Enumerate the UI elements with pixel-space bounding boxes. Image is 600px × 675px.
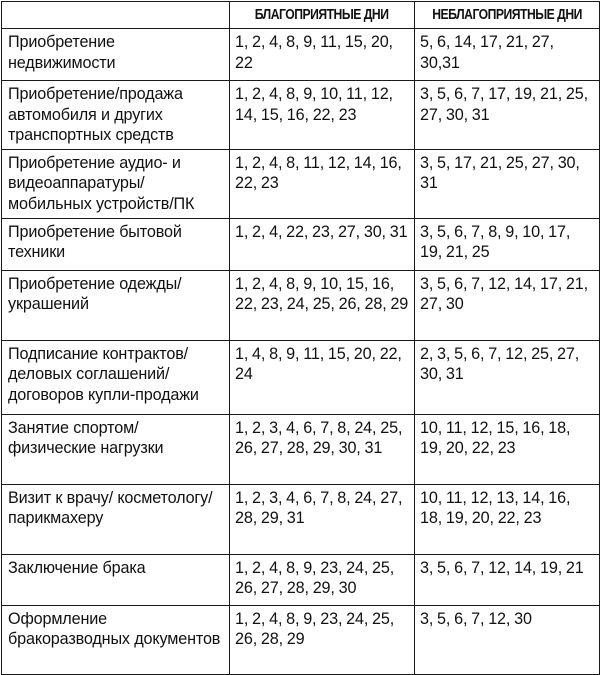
- header-activity: [2, 2, 230, 29]
- table-row: [2, 270, 600, 340]
- table-row: [2, 605, 600, 674]
- unfavorable-days-cell: 5, 6, 14, 17, 21, 27, 30,31: [415, 29, 600, 81]
- unfavorable-days-cell: 3, 5, 17, 21, 25, 27, 30, 31: [415, 149, 600, 218]
- unfavorable-days-cell: 3, 5, 6, 7, 12, 14, 17, 21, 27, 30: [415, 270, 600, 340]
- favorable-days-cell: 1, 2, 4, 8, 9, 23, 24, 25, 26, 28, 29: [230, 605, 415, 674]
- favorable-days-cell: 1, 2, 4, 22, 23, 27, 30, 31: [230, 218, 415, 270]
- favorable-days-cell: 1, 2, 4, 8, 9, 10, 11, 12, 14, 15, 16, 22, 23: [230, 81, 415, 150]
- table-row: [2, 484, 600, 554]
- activity-cell: Занятие спортом/ физические нагрузки: [2, 414, 230, 484]
- header-favorable-days: [230, 2, 415, 29]
- table-header-row: [2, 2, 600, 29]
- favorable-days-cell: 1, 2, 3, 4, 6, 7, 8, 24, 27, 28, 29, 31: [230, 484, 415, 554]
- activity-cell: Визит к врачу/ косметологу/ парикмахеру: [2, 484, 230, 554]
- table-row: [2, 554, 600, 605]
- activity-cell: Приобретение/продажа автомобиля и других транспортных средств: [2, 81, 230, 150]
- activity-cell: Приобретение недвижимости: [2, 29, 230, 81]
- table-row: [2, 149, 600, 218]
- table-row: [2, 340, 600, 414]
- table-row: [2, 414, 600, 484]
- activity-cell: Приобретение одежды/ украшений: [2, 270, 230, 340]
- header-unfavorable-days: [415, 2, 600, 29]
- header-unfavorable-days-label: НЕБЛАГОПРИЯТНЫЕ ДНИ: [432, 7, 582, 23]
- unfavorable-days-cell: 10, 11, 12, 13, 14, 16, 18, 19, 20, 22, 23: [415, 484, 600, 554]
- unfavorable-days-cell: 3, 5, 6, 7, 12, 30: [415, 605, 600, 674]
- unfavorable-days-cell: 3, 5, 6, 7, 17, 19, 21, 25, 27, 30, 31: [415, 81, 600, 150]
- activity-cell: Оформление бракоразводных документов: [2, 605, 230, 674]
- unfavorable-days-cell: 3, 5, 6, 7, 8, 9, 10, 17, 19, 21, 25: [415, 218, 600, 270]
- favorable-days-cell: 1, 2, 4, 8, 11, 12, 14, 16, 22, 23: [230, 149, 415, 218]
- header-favorable-days-label: БЛАГОПРИЯТНЫЕ ДНИ: [255, 7, 389, 23]
- favorable-days-cell: 1, 2, 4, 8, 9, 11, 15, 20, 22: [230, 29, 415, 81]
- activity-cell: Приобретение бытовой техники: [2, 218, 230, 270]
- favorable-days-cell: 1, 2, 3, 4, 6, 7, 8, 24, 25, 26, 27, 28, 29, 30, 31: [230, 414, 415, 484]
- unfavorable-days-cell: 3, 5, 6, 7, 12, 14, 19, 21: [415, 554, 600, 605]
- favorable-days-table: [1, 1, 600, 675]
- table-row: [2, 29, 600, 81]
- activity-cell: Подписание контрактов/ деловых соглашений/ договоров купли-продажи: [2, 340, 230, 414]
- favorable-days-cell: 1, 4, 8, 9, 11, 15, 20, 22, 24: [230, 340, 415, 414]
- unfavorable-days-cell: 10, 11, 12, 15, 16, 18, 19, 20, 22, 23: [415, 414, 600, 484]
- unfavorable-days-cell: 2, 3, 5, 6, 7, 12, 25, 27, 30, 31: [415, 340, 600, 414]
- table-row: [2, 218, 600, 270]
- favorable-days-cell: 1, 2, 4, 8, 9, 10, 15, 16, 22, 23, 24, 25, 26, 28, 29: [230, 270, 415, 340]
- favorable-days-cell: 1, 2, 4, 8, 9, 23, 24, 25, 26, 27, 28, 29, 30: [230, 554, 415, 605]
- table-row: [2, 81, 600, 150]
- activity-cell: Заключение брака: [2, 554, 230, 605]
- activity-cell: Приобретение аудио- и видеоаппаратуры/ мобильных устройств/ПК: [2, 149, 230, 218]
